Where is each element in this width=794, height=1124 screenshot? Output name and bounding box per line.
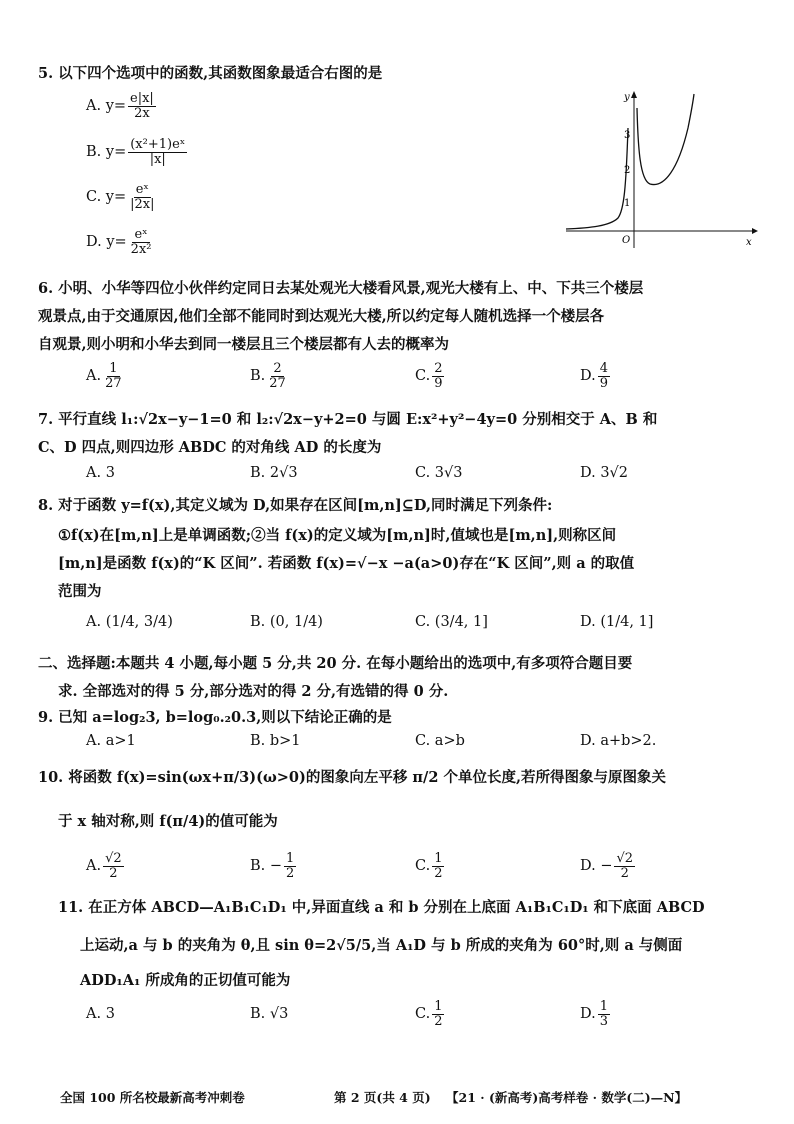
q6-option-a: A. $\frac{1}{27}$ (86, 361, 122, 391)
q6-line-2: 观景点,由于交通原因,他们全部不能同时到达观光大楼,所以约定每人随机选择一个楼层各 (38, 308, 605, 325)
section-2-heading-line-2: 求. 全部选对的得 5 分,部分选对的得 2 分,有选错的得 0 分. (58, 683, 449, 700)
q5-function-graph (560, 88, 760, 253)
q11-line-1: 11. 在正方体 ABCD—A₁B₁C₁D₁ 中,异面直线 a 和 b 分别在上底面 A₁B₁C₁D₁ 和下底面 ABCD (58, 899, 705, 916)
q5-option-d: D. y= $\frac{\text{eˣ}}{\text{2x²}}$ (86, 227, 152, 257)
q7-option-d: D. 3√2 (580, 465, 629, 481)
q8-option-b: B. (0, 1/4) (250, 614, 323, 630)
q10-line-1: 10. 将函数 f(x)=sin(ωx+π/3)(ω>0)的图象向左平移 π/2 个单位长度,若所得图象与原图象关 (38, 769, 667, 786)
q8-line-3: [m,n]是函数 f(x)的“K 区间”. 若函数 f(x)=√−x −a(a>0)存在“K 区间”,则 a 的取值 (58, 555, 635, 572)
q9-option-c: C. a>b (415, 733, 465, 749)
q5-option-c: C. y= $\frac{\text{eˣ}}{|2x|}$ (86, 182, 155, 212)
q10-option-d: D. − $\frac{√2}{2}$ (580, 851, 634, 881)
q8-option-d: D. (1/4, 1] (580, 614, 654, 630)
q8-line-1: 8. 对于函数 y=f(x),其定义域为 D,如果存在区间[m,n]⊆D,同时满足下列条件: (38, 497, 553, 514)
y-axis-label: y (624, 92, 630, 103)
q5-stem: 5. 以下四个选项中的函数,其函数图象最适合右图的是 (38, 65, 383, 82)
q11-option-d: D. $\frac{1}{3}$ (580, 999, 608, 1029)
footer-left: 全国 100 所名校最新高考冲刺卷 (60, 1090, 245, 1105)
q6-line-3: 自观景,则小明和小华去到同一楼层且三个楼层都有人去的概率为 (38, 336, 450, 353)
y-tick-2: 2 (624, 165, 631, 176)
q10-option-b: B. − $\frac{1}{2}$ (250, 851, 295, 881)
q9-stem: 9. 已知 a=log₂3, b=log₀.₂0.3,则以下结论正确的是 (38, 709, 392, 726)
q10-line-2: 于 x 轴对称,则 f(π/4)的值可能为 (58, 813, 278, 830)
q11-option-b: B. √3 (250, 1006, 289, 1022)
q10-option-c: C. $\frac{1}{2}$ (415, 851, 443, 881)
q9-option-a: A. a>1 (86, 733, 136, 749)
footer-right: 【21 · (新高考)高考样卷 · 数学(二)—N】 (446, 1090, 688, 1105)
q6-option-c: C. $\frac{2}{9}$ (415, 361, 443, 391)
q7-line-2: C、D 四点,则四边形 ABDC 的对角线 AD 的长度为 (38, 439, 382, 456)
curve-right-branch (637, 94, 694, 185)
q7-line-1: 7. 平行直线 l₁:√2x−y−1=0 和 l₂:√2x−y+2=0 与圆 E:x²+y²−4y=0 分别相交于 A、B 和 (38, 411, 658, 428)
q7-option-c: C. 3√3 (415, 465, 463, 481)
q11-line-2: 上运动,a 与 b 的夹角为 θ,且 sin θ=2√5/5,当 A₁D 与 b 所成的夹角为 60°时,则 a 与侧面 (80, 937, 683, 954)
q6-option-d: D. $\frac{4}{9}$ (580, 361, 608, 391)
q11-option-a: A. 3 (86, 1006, 115, 1022)
footer-page-number: 第 2 页(共 4 页) (334, 1090, 431, 1105)
q11-option-c: C. $\frac{1}{2}$ (415, 999, 443, 1029)
q5-option-a: A. y= $\frac{e|x|}{2x}$ (86, 91, 154, 121)
q9-option-b: B. b>1 (250, 733, 301, 749)
q8-option-c: C. (3/4, 1] (415, 614, 488, 630)
q6-line-1: 6. 小明、小华等四位小伙伴约定同日去某处观光大楼看风景,观光大楼有上、中、下共三个楼层 (38, 280, 644, 297)
q7-option-b: B. 2√3 (250, 465, 298, 481)
q8-line-4: 范围为 (58, 583, 102, 600)
y-tick-3: 3 (624, 130, 631, 141)
q8-option-a: A. (1/4, 3/4) (86, 614, 173, 630)
q8-line-2: ①f(x)在[m,n]上是单调函数;②当 f(x)的定义域为[m,n]时,值域也是[m,n],则称区间 (58, 527, 617, 544)
section-2-heading-line-1: 二、选择题:本题共 4 小题,每小题 5 分,共 20 分. 在每小题给出的选项中,有多项符合题目要 (38, 655, 633, 672)
q10-option-a: A. $\frac{√2}{2}$ (86, 851, 122, 881)
q11-line-3: ADD₁A₁ 所成角的正切值可能为 (80, 972, 291, 989)
x-axis-label: x (746, 237, 752, 248)
y-tick-1: 1 (624, 198, 631, 209)
q5-option-b: B. y= $\frac{\text{(x²+1)eˣ}}{|x|}$ (86, 137, 186, 167)
curve-left-branch (566, 128, 631, 229)
q9-option-d: D. a+b>2. (580, 733, 657, 749)
q7-option-a: A. 3 (86, 465, 115, 481)
q6-option-b: B. $\frac{2}{27}$ (250, 361, 286, 391)
origin-label: O (622, 235, 631, 246)
